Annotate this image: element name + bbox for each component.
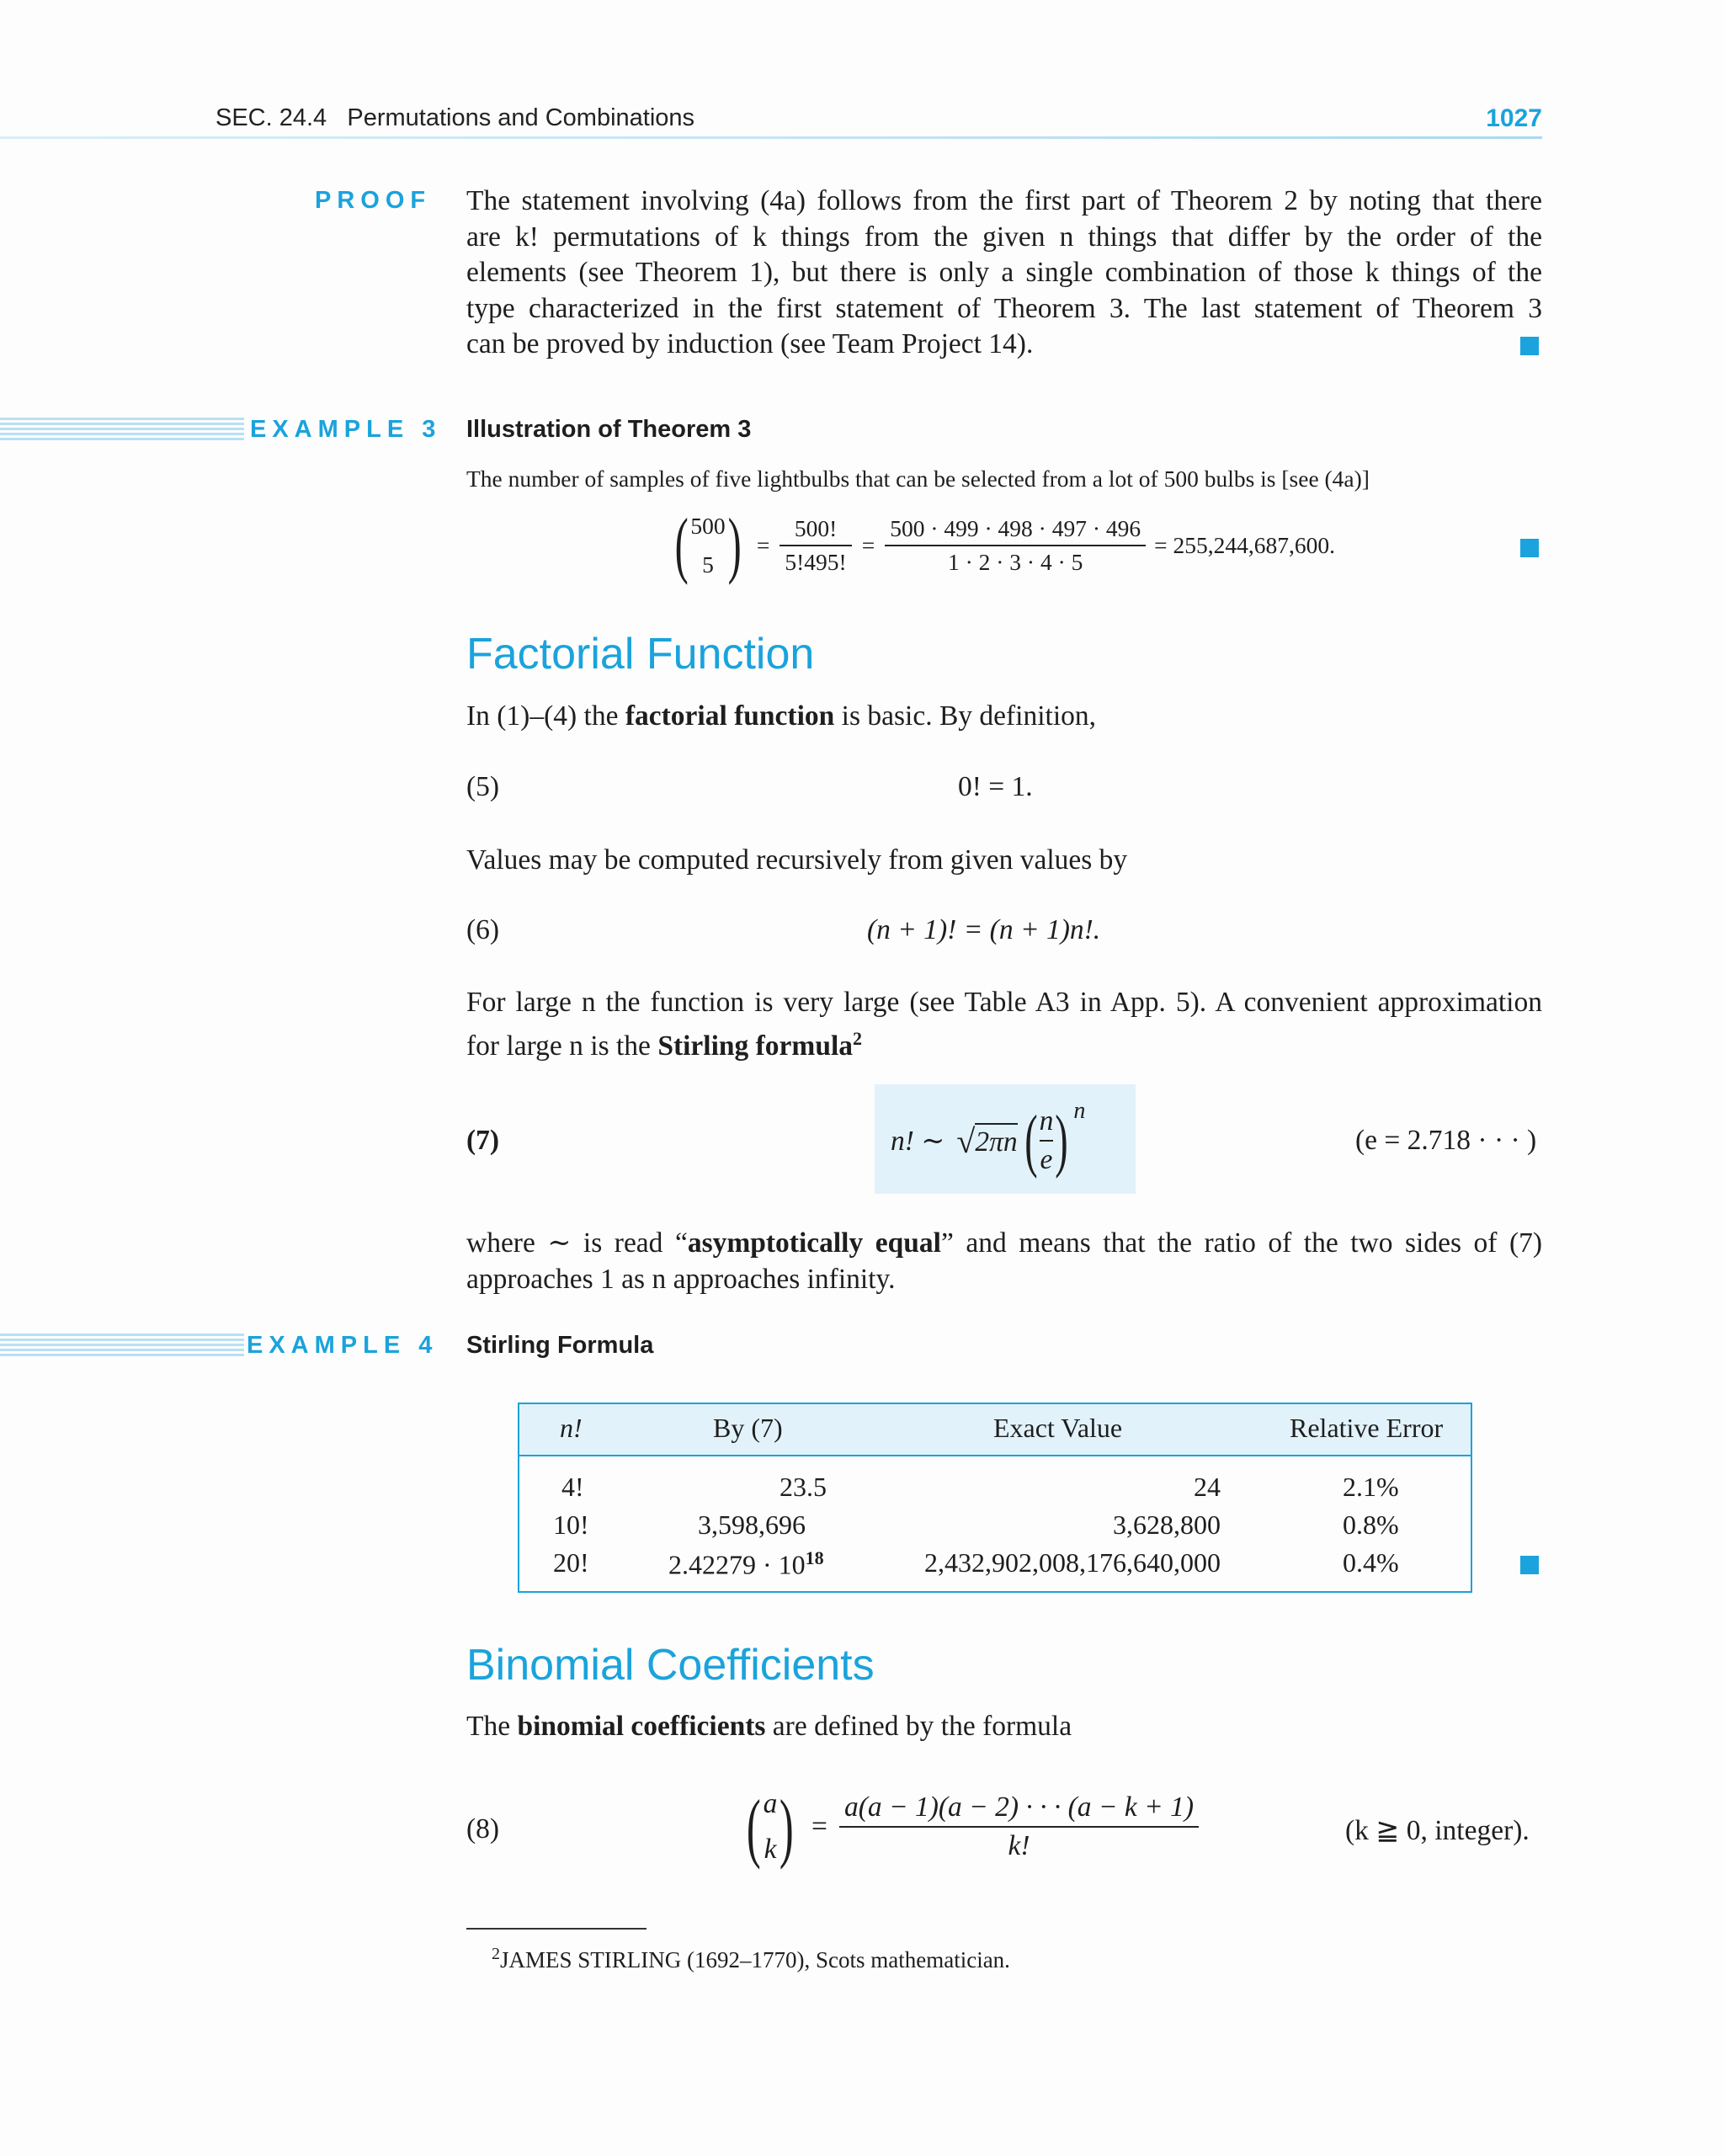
frac2-numerator: 500 · 499 · 498 · 497 · 496 <box>890 515 1141 541</box>
proof-label: PROOF <box>315 187 432 214</box>
eq7-fraction <box>1040 1105 1054 1176</box>
eq7-note: (e = 2.718 · · · ) <box>1355 1125 1537 1156</box>
binomial-intro-post: are defined by the formula <box>765 1711 1072 1742</box>
eq7-exponent: n <box>1073 1098 1086 1124</box>
proof-line-3: elements (see Theorem 1), but there is only a single combination of those k things of the <box>466 257 1542 288</box>
example3-text: The number of samples of five lightbulbs that can be selected from a lot of 500 bulbs is [see (4a)] <box>466 466 1370 492</box>
proof-line-2: are k! permutations of k things from the given n things that differ by the order of the <box>466 221 1542 253</box>
row3-approx-exponent: 18 <box>805 1547 824 1568</box>
binom-left-paren: ( <box>674 504 689 586</box>
asymptotic-paragraph <box>466 1226 1542 1297</box>
proof-line-4: type characterized in the first statement of Theorem 3. The last statement of Theorem 3 <box>466 292 1542 324</box>
row3-n: 20! <box>553 1547 589 1578</box>
row2-error: 0.8% <box>1343 1509 1399 1540</box>
asymptotic-bold: asymptotically equal <box>687 1227 941 1259</box>
eq8-right-paren: ) <box>780 1784 795 1870</box>
eq8-number: (8) <box>466 1813 500 1845</box>
header-by-7: By (7) <box>713 1413 783 1443</box>
example3-end-square <box>1520 539 1539 557</box>
example4-stripes <box>0 1334 244 1359</box>
row3-exact: 2,432,902,008,176,640,000 <box>924 1547 1221 1578</box>
eq6-number: (6) <box>466 914 500 945</box>
binomial-intro-bold: binomial coefficients <box>517 1711 766 1742</box>
eq8-binom-bottom: k <box>764 1834 777 1865</box>
page-number: 1027 <box>1486 104 1542 132</box>
frac1-numerator: 500! <box>794 515 838 541</box>
row3-approx <box>668 1547 824 1581</box>
asymptotic-line-1 <box>466 1226 1542 1262</box>
eq7-frac-num: n <box>1039 1105 1054 1137</box>
frac-product <box>885 515 1146 576</box>
large-n-paragraph <box>466 985 1542 1064</box>
eq8-binom-top: a <box>763 1788 778 1819</box>
footnote-marker: 2 <box>853 1027 863 1049</box>
eq8: ( a k ) = $\frac{a(a - 1)(a - 2) \cdot \cdot \cdot (a - k + 1)}{k!}$ <box>741 1785 1199 1869</box>
binom-right-paren: ) <box>727 504 742 586</box>
proof-line-5: can be proved by induction (see Team Project 14). <box>466 328 1034 359</box>
proof-paragraph <box>466 184 1542 363</box>
header-relative-error: Relative Error <box>1290 1413 1444 1443</box>
example4-label: EXAMPLE 4 <box>247 1332 439 1359</box>
row3-approx-mantissa: 2.42279 · 10 <box>668 1549 806 1580</box>
asymptotic-pre: where ∼ is read “ <box>466 1227 688 1259</box>
row1-exact: 24 <box>1194 1472 1221 1502</box>
frac2-denominator: 1 · 2 · 3 · 4 · 5 <box>947 549 1083 575</box>
row2-exact: 3,628,800 <box>1113 1509 1221 1540</box>
frac-500-factorial <box>780 515 851 576</box>
binom-bottom: 5 <box>702 551 714 578</box>
eq7-right-paren: ) <box>1055 1101 1069 1179</box>
large-n-line-2 <box>466 1021 1542 1065</box>
row1-n: 4! <box>561 1472 584 1502</box>
running-head: SEC. 24.4 Permutations and Combinations <box>216 104 695 131</box>
eq5: 0! = 1. <box>958 771 1033 802</box>
proof-end-square <box>1520 337 1539 355</box>
row2-approx: 3,598,696 <box>698 1509 806 1540</box>
eq8-left-paren: ( <box>746 1784 761 1870</box>
example3-label: EXAMPLE 3 <box>250 416 442 443</box>
asymptotic-post: ” and means that the ratio of the two sides of (7) <box>940 1227 1543 1259</box>
eq8-binom <box>764 1788 778 1866</box>
frac1-denominator: 5!495! <box>785 549 847 575</box>
eq7-number: (7) <box>466 1125 500 1156</box>
eq8-note: (k ≧ 0, integer). <box>1345 1815 1530 1846</box>
eq7-frac-den: e <box>1040 1144 1053 1175</box>
example3-result: = 255,244,687,600. <box>1154 532 1336 558</box>
example3-title: Illustration of Theorem 3 <box>466 416 752 443</box>
large-n-line-1: For large n the function is very large (see Table A3 in App. 5). A convenient approximation <box>466 987 1542 1018</box>
row1-error: 2.1% <box>1343 1472 1399 1502</box>
factorial-intro <box>466 699 1542 735</box>
header-n-factorial: n! <box>560 1413 583 1443</box>
asymptotic-line-2: approaches 1 as n approaches infinity. <box>466 1263 896 1295</box>
factorial-intro-post: is basic. By definition, <box>834 700 1097 732</box>
footnote-mark: 2 <box>492 1945 500 1963</box>
eq8-fraction <box>839 1791 1199 1862</box>
binomial-intro-pre: The <box>466 1711 518 1742</box>
eq5-number: (5) <box>466 771 500 802</box>
example3-equation: ( 500 5 ) = $\frac{500!}{5!495!}$ = $\frac{500 \cdot 499 \cdot 498 \cdot 497 \cdot 496}{1 \cdot 2 \cdot 3 \cdot 4 \cdot 5}$ = 255,244,687,600. <box>674 504 1336 586</box>
example4-title: Stirling Formula <box>466 1332 654 1359</box>
row1-approx: 23.5 <box>780 1472 827 1502</box>
table-header <box>519 1404 1471 1456</box>
sqrt-symbol: √ <box>956 1121 976 1160</box>
row2-n: 10! <box>553 1509 589 1540</box>
binom-top: 500 <box>690 513 726 539</box>
footnote <box>492 1945 1010 1973</box>
example4-end-square <box>1520 1556 1539 1574</box>
binomial-intro <box>466 1709 1542 1745</box>
footnote-rule <box>466 1928 646 1930</box>
header-exact-value: Exact Value <box>993 1413 1123 1443</box>
factorial-intro-bold: factorial function <box>625 700 835 732</box>
header-rule <box>0 136 1542 139</box>
factorial-heading: Factorial Function <box>466 630 815 679</box>
eq8-frac-den: k! <box>1008 1830 1030 1861</box>
recursive-text: Values may be computed recursively from given values by <box>466 844 1128 876</box>
binomial-heading: Binomial Coefficients <box>466 1641 875 1690</box>
eq6: (n + 1)! = (n + 1)n!. <box>867 914 1101 945</box>
stirling-formula-term: Stirling formula <box>657 1030 854 1062</box>
footnote-text: JAMES STIRLING (1692–1770), Scots mathematician. <box>500 1947 1010 1972</box>
factorial-intro-pre: In (1)–(4) the <box>466 700 625 732</box>
eq7-left-paren: ( <box>1024 1101 1038 1179</box>
example3-stripes <box>0 418 244 443</box>
eq7-sqrt-arg: 2πn <box>975 1123 1017 1158</box>
row3-error: 0.4% <box>1343 1547 1399 1578</box>
stirling-table <box>518 1403 1472 1593</box>
binom-500-5 <box>690 513 725 578</box>
proof-line-1: The statement involving (4a) follows from the first part of Theorem 2 by noting that there <box>466 185 1542 216</box>
large-n-line-2-pre: for large n is the <box>466 1030 658 1062</box>
eq8-frac-num: a(a − 1)(a − 2) · · · (a − k + 1) <box>843 1791 1195 1823</box>
eq7-lhs: n! ∼ <box>891 1126 945 1157</box>
eq7 <box>891 1094 1085 1187</box>
